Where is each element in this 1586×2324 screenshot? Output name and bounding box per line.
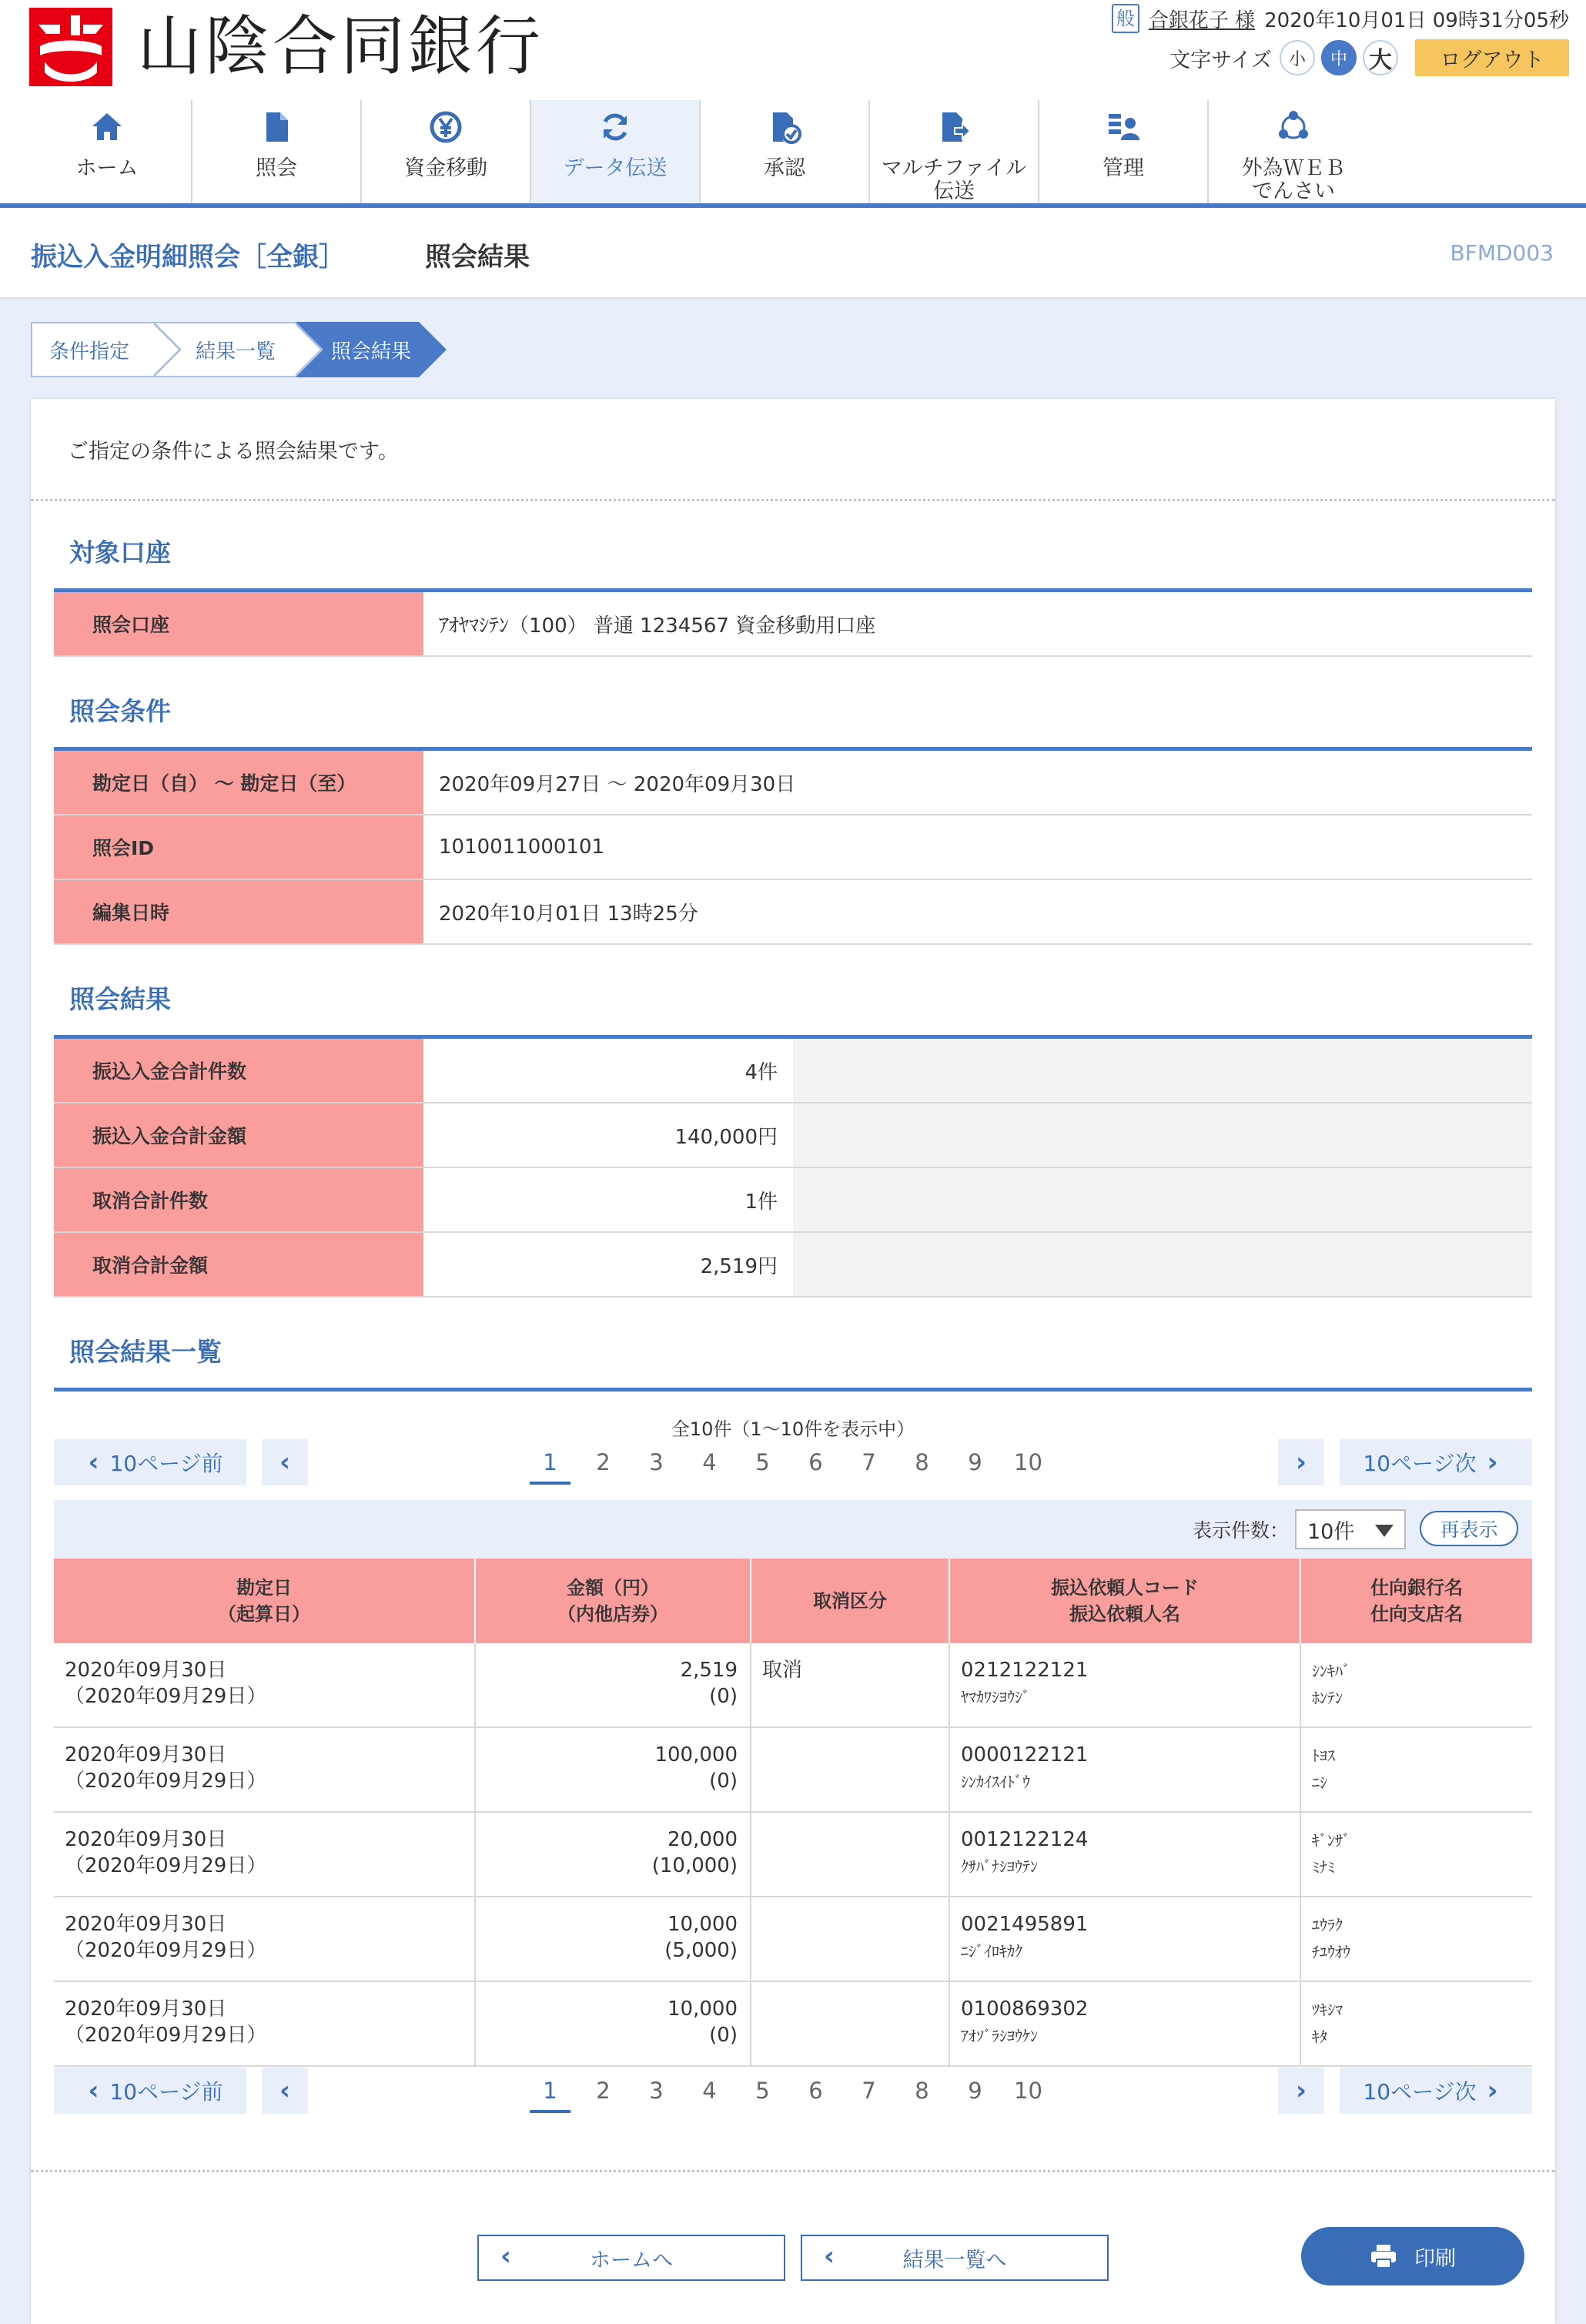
target-account-table xyxy=(54,592,1532,657)
amount: 2,519 xyxy=(680,1659,738,1682)
section-rule xyxy=(54,1388,1532,1391)
pager-bottom xyxy=(54,2068,1532,2115)
cell-amount xyxy=(476,1728,751,1811)
page-number-6[interactable]: 6 xyxy=(808,1449,823,1475)
account-date: 2020年09月30日 xyxy=(65,1913,227,1936)
kv-row xyxy=(54,1103,1532,1168)
header-line1: 仕向銀行名 xyxy=(1370,1577,1463,1599)
amount: 100,000 xyxy=(654,1743,738,1766)
cell-date xyxy=(54,1728,476,1811)
bank-logo-icon xyxy=(29,8,112,86)
page-number-5[interactable]: 5 xyxy=(755,2078,770,2104)
approve-icon xyxy=(765,108,804,146)
nav-label: 外為ＷＥＢ xyxy=(1241,156,1346,180)
chevron-left-icon: ‹ xyxy=(824,2241,835,2272)
header-line2: 仕向支店名 xyxy=(1370,1603,1463,1625)
col-header-requester xyxy=(950,1559,1301,1643)
step-label: 条件指定 xyxy=(49,340,130,363)
nav-item-data-transfer[interactable] xyxy=(531,100,701,203)
page-number-6[interactable]: 6 xyxy=(808,2078,823,2104)
kv-value: 1010011000101 xyxy=(439,836,605,859)
prev-page-button[interactable] xyxy=(262,1439,308,1485)
page-number-5[interactable]: 5 xyxy=(755,1449,770,1475)
bank-name-kana: ｷﾞﾝｻﾞ xyxy=(1312,1831,1350,1850)
home-icon xyxy=(88,108,126,146)
col-header-cancel xyxy=(751,1559,950,1643)
redisplay-button[interactable]: 再表示 xyxy=(1420,1511,1518,1546)
login-datetime: 2020年10月01日 09時31分05秒 xyxy=(1264,8,1569,32)
next-10-pages-button[interactable] xyxy=(1340,1439,1532,1485)
branch-name-kana: ｷﾀ xyxy=(1312,2028,1327,2046)
cell-cancel xyxy=(751,1728,950,1811)
amount: 10,000 xyxy=(668,1998,738,2021)
page-number-3[interactable]: 3 xyxy=(649,2078,664,2104)
page-numbers xyxy=(524,1439,1055,1485)
cell-requester xyxy=(950,1728,1301,1811)
cell-cancel xyxy=(751,1643,950,1726)
next-page-button[interactable] xyxy=(1278,1439,1324,1485)
lead-text: ご指定の条件による照会結果です。 xyxy=(68,440,399,464)
kv-empty xyxy=(793,1103,1532,1167)
cell-amount xyxy=(476,1813,751,1896)
kv-value: 2,519円 xyxy=(700,1254,778,1278)
main-area xyxy=(0,299,1586,2324)
bank-name-kana: ｼﾝｷﾊﾞ xyxy=(1312,1662,1350,1680)
start-date: （2020年09月29日） xyxy=(65,1770,267,1793)
amount: 20,000 xyxy=(668,1828,738,1851)
section-title-conditions: 照会条件 xyxy=(69,696,171,726)
cell-bank xyxy=(1301,1813,1532,1896)
section-title-results: 照会結果 xyxy=(69,984,171,1014)
step-label: 照会結果 xyxy=(331,340,412,363)
account-date: 2020年09月30日 xyxy=(65,1743,227,1766)
bank-name: 山陰合同銀行 xyxy=(137,8,544,84)
cell-cancel xyxy=(751,1897,950,1981)
kv-row xyxy=(54,1233,1532,1298)
admin-icon xyxy=(1104,108,1143,146)
branch-name-kana: ﾆｼ xyxy=(1312,1773,1327,1792)
page-number-7[interactable]: 7 xyxy=(862,1449,876,1475)
prev-10-pages-button[interactable] xyxy=(54,2068,246,2114)
page-title: 振込入金明細照会［全銀］ xyxy=(31,242,345,273)
table-row xyxy=(54,1897,1532,1982)
cell-date xyxy=(54,1813,476,1896)
kv-label: 振込入金合計件数 xyxy=(54,1039,423,1102)
branch-name-kana: ﾐﾅﾐ xyxy=(1312,1858,1335,1877)
cell-cancel xyxy=(751,1813,950,1896)
refresh-icon xyxy=(596,108,634,146)
cell-requester xyxy=(950,1643,1301,1726)
kv-label: 取消合計金額 xyxy=(54,1233,423,1296)
button-label: 印刷 xyxy=(1414,2246,1456,2271)
pager-label: 10ページ前 xyxy=(109,2079,223,2105)
requester-code: 0012122124 xyxy=(961,1828,1089,1851)
header-line2: 振込依頼人名 xyxy=(1069,1603,1180,1625)
account-date: 2020年09月30日 xyxy=(65,1659,227,1682)
nav-item-approval[interactable] xyxy=(701,100,870,203)
header-line1: 振込依頼人コード xyxy=(1051,1577,1199,1599)
screen-id: BFMD003 xyxy=(1450,240,1554,266)
user-name-link[interactable]: 合銀花子 様 xyxy=(1148,8,1256,32)
header-line1: 取消区分 xyxy=(813,1590,887,1612)
table-row xyxy=(54,1643,1532,1728)
chevron-right-icon: › xyxy=(1487,2075,1498,2106)
kv-empty xyxy=(793,1039,1532,1102)
divider xyxy=(31,2170,1555,2172)
cell-date xyxy=(54,1897,476,1981)
font-size-medium-button[interactable]: 中 xyxy=(1321,40,1357,75)
header-line2: （起算日） xyxy=(218,1603,310,1625)
page-number-2[interactable]: 2 xyxy=(596,2078,611,2104)
kv-label: 編集日時 xyxy=(54,880,423,943)
table-row xyxy=(54,1982,1532,2067)
nav-label: ホーム xyxy=(75,156,139,180)
start-date: （2020年09月29日） xyxy=(65,1685,267,1708)
font-size-control xyxy=(1169,37,1569,79)
step-condition xyxy=(31,322,154,377)
requester-code: 0021495891 xyxy=(961,1913,1089,1936)
requester-code: 0212122121 xyxy=(961,1659,1089,1682)
section-title-result-list: 照会結果一覧 xyxy=(69,1337,222,1367)
pager-top xyxy=(54,1439,1532,1487)
nav-label: マルチファイル xyxy=(881,156,1027,180)
display-count-label: 表示件数： xyxy=(1192,1519,1289,1542)
requester-name: ｼﾝｶｲｽｲﾄﾞｳ xyxy=(961,1773,1030,1791)
logout-button[interactable]: ログアウト xyxy=(1415,39,1569,76)
page-number-4[interactable]: 4 xyxy=(702,1449,717,1475)
nav-label: 照会 xyxy=(256,156,297,180)
nav-item-fund-transfer[interactable] xyxy=(362,100,531,203)
pager-label: 10ページ前 xyxy=(109,1451,223,1476)
network-icon xyxy=(1274,108,1313,146)
kv-row xyxy=(54,592,1532,657)
cell-amount xyxy=(476,1643,751,1726)
pager-label: 10ページ次 xyxy=(1363,2079,1477,2105)
other-bank-amount: (0) xyxy=(709,2024,738,2047)
button-label: ホームへ xyxy=(590,2248,673,2272)
nav-label-line2: でんさい xyxy=(1252,179,1335,203)
display-count-select[interactable] xyxy=(1295,1509,1406,1549)
file-send-icon xyxy=(935,108,973,146)
page-number-8[interactable]: 8 xyxy=(915,2078,929,2104)
chevron-left-icon: ‹ xyxy=(279,1447,290,1478)
cell-date xyxy=(54,1643,476,1726)
other-bank-amount: (10,000) xyxy=(651,1854,738,1877)
cell-amount xyxy=(476,1897,751,1981)
start-date: （2020年09月29日） xyxy=(65,2024,267,2047)
page-numbers xyxy=(524,2068,1055,2114)
cell-bank xyxy=(1301,1643,1532,1726)
account-date: 2020年09月30日 xyxy=(65,1998,227,2021)
kv-value: 2020年09月27日 ～ 2020年09月30日 xyxy=(439,772,796,796)
account-date: 2020年09月30日 xyxy=(65,1828,227,1851)
start-date: （2020年09月29日） xyxy=(65,1939,267,1962)
col-header-amount xyxy=(476,1559,751,1643)
kv-row xyxy=(54,751,1532,815)
kv-row xyxy=(54,1039,1532,1103)
divider xyxy=(31,499,1555,501)
header-line1: 金額（円） xyxy=(567,1577,659,1599)
page-number-3[interactable]: 3 xyxy=(649,1449,664,1475)
page-number-9[interactable]: 9 xyxy=(968,2078,982,2104)
requester-name: ｱｵｿﾞﾗｼﾖｳｹﾝ xyxy=(961,2027,1038,2045)
cell-requester xyxy=(950,1897,1301,1981)
branch-name-kana: ﾁﾕｳｵｳ xyxy=(1312,1943,1350,1961)
prev-page-button[interactable] xyxy=(262,2068,308,2114)
kv-row xyxy=(54,815,1532,880)
cell-bank xyxy=(1301,1728,1532,1811)
amount: 10,000 xyxy=(668,1913,738,1936)
requester-name: ｸｻﾊﾞﾅｼﾖｳﾃﾝ xyxy=(961,1857,1038,1876)
display-count-value: 10件 xyxy=(1307,1519,1355,1544)
page-number-8[interactable]: 8 xyxy=(915,1449,929,1475)
page-title-bar xyxy=(0,213,1586,299)
kv-value: ｱｵﾔﾏｼﾃﾝ（100） 普通 1234567 資金移動用口座 xyxy=(439,614,876,638)
result-count: 全10件（1～10件を表示中） xyxy=(671,1418,915,1440)
page-number-10[interactable]: 10 xyxy=(1014,2078,1042,2104)
col-header-date xyxy=(54,1559,476,1643)
chevron-left-icon: ‹ xyxy=(500,2241,512,2272)
nav-item-home[interactable] xyxy=(23,100,192,203)
display-count-bar xyxy=(54,1500,1532,1559)
page-number-4[interactable]: 4 xyxy=(702,2078,717,2104)
bank-name-kana: ﾕｳﾗｸ xyxy=(1312,1916,1343,1934)
header xyxy=(0,0,1586,100)
printer-icon xyxy=(1370,2242,1397,2270)
chevron-left-icon: ‹ xyxy=(279,2075,290,2106)
page-number-2[interactable]: 2 xyxy=(596,1449,611,1475)
other-bank-amount: (0) xyxy=(709,1770,738,1793)
nav-label: 承認 xyxy=(764,156,805,180)
page-number-9[interactable]: 9 xyxy=(968,1449,982,1475)
start-date: （2020年09月29日） xyxy=(65,1854,267,1877)
nav-label: 資金移動 xyxy=(404,156,487,180)
font-size-label: 文字サイズ xyxy=(1169,48,1272,72)
kv-value: 140,000円 xyxy=(674,1125,778,1149)
yen-exchange-icon xyxy=(427,108,465,146)
header-line1: 勘定日 xyxy=(236,1577,292,1599)
cell-amount xyxy=(476,1982,751,2065)
font-size-large-button[interactable]: 大 xyxy=(1363,40,1398,75)
chevron-left-icon: ‹ xyxy=(88,1447,99,1478)
other-bank-amount: (0) xyxy=(709,1685,738,1708)
next-page-button[interactable] xyxy=(1278,2068,1324,2114)
font-size-small-button[interactable]: 小 xyxy=(1280,40,1315,75)
nav-item-forex-densai[interactable] xyxy=(1209,100,1378,203)
content-card xyxy=(31,399,1555,2324)
cell-bank xyxy=(1301,1897,1532,1981)
nav-item-inquiry[interactable] xyxy=(192,100,362,203)
cell-requester xyxy=(950,1813,1301,1896)
user-type-badge: 般 xyxy=(1112,4,1139,33)
step-breadcrumb xyxy=(31,322,419,377)
cell-bank xyxy=(1301,1982,1532,2065)
branch-name-kana: ﾎﾝﾃﾝ xyxy=(1312,1689,1343,1707)
cancel-flag: 取消 xyxy=(762,1659,803,1682)
next-10-pages-button[interactable] xyxy=(1340,2068,1532,2114)
table-header xyxy=(54,1559,1532,1643)
result-table xyxy=(54,1559,1532,2067)
kv-row xyxy=(54,1168,1532,1233)
nav-label: 管理 xyxy=(1103,156,1144,180)
cell-date xyxy=(54,1982,476,2065)
global-nav xyxy=(0,100,1586,208)
page-number-10[interactable]: 10 xyxy=(1014,1449,1042,1475)
kv-value: 1件 xyxy=(744,1190,778,1214)
table-row xyxy=(54,1728,1532,1813)
step-label: 結果一覧 xyxy=(196,340,276,363)
header-line2: （内他店券） xyxy=(557,1603,668,1625)
results-summary-table xyxy=(54,1039,1532,1298)
kv-label: 取消合計件数 xyxy=(54,1168,423,1231)
chevron-right-icon: › xyxy=(1295,1447,1307,1478)
kv-label: 振込入金合計金額 xyxy=(54,1103,423,1167)
home-button[interactable] xyxy=(477,2235,785,2281)
kv-label: 照会口座 xyxy=(54,592,423,655)
nav-label-line2: 伝送 xyxy=(933,179,975,203)
other-bank-amount: (5,000) xyxy=(664,1939,738,1962)
user-info xyxy=(1112,3,1569,34)
section-title-target-account: 対象口座 xyxy=(69,537,171,568)
requester-code: 0000122121 xyxy=(961,1743,1089,1766)
kv-label: 照会ID xyxy=(54,815,423,879)
nav-item-admin[interactable] xyxy=(1039,100,1209,203)
kv-empty xyxy=(793,1233,1532,1296)
cell-requester xyxy=(950,1982,1301,2065)
requester-code: 0100869302 xyxy=(961,1998,1089,2021)
table-row xyxy=(54,1813,1532,1897)
page-subtitle: 照会結果 xyxy=(425,242,530,273)
cell-cancel xyxy=(751,1982,950,2065)
nav-label: データ伝送 xyxy=(563,156,668,180)
pager-label: 10ページ次 xyxy=(1363,1451,1477,1476)
print-button[interactable] xyxy=(1301,2227,1524,2285)
requester-name: ﾔﾏｶﾜｼﾖｳｼﾞ xyxy=(961,1688,1030,1706)
chevron-left-icon: ‹ xyxy=(88,2075,99,2106)
requester-name: ﾆｼﾞｲﾛｷｶｸ xyxy=(961,1942,1022,1961)
page-number-1[interactable]: 1 xyxy=(524,1449,577,1475)
chevron-right-icon: › xyxy=(1295,2075,1307,2106)
bank-name-kana: ﾄﾖｽ xyxy=(1312,1746,1335,1765)
kv-row xyxy=(54,880,1532,945)
page-number-7[interactable]: 7 xyxy=(862,2078,876,2104)
nav-item-multi-file[interactable] xyxy=(870,100,1039,203)
back-to-list-button[interactable] xyxy=(801,2235,1109,2281)
dropdown-arrow-icon xyxy=(1375,1525,1394,1537)
button-label: 結果一覧へ xyxy=(902,2248,1007,2272)
prev-10-pages-button[interactable] xyxy=(54,1439,246,1485)
conditions-table xyxy=(54,751,1532,945)
kv-label: 勘定日（自） ～ 勘定日（至） xyxy=(54,751,423,814)
bank-name-kana: ﾂｷｼﾏ xyxy=(1312,2001,1343,2019)
page-number-1[interactable]: 1 xyxy=(524,2078,577,2104)
col-header-bank xyxy=(1301,1559,1532,1643)
document-icon xyxy=(257,108,296,146)
chevron-right-icon: › xyxy=(1487,1447,1498,1478)
kv-value: 2020年10月01日 13時25分 xyxy=(439,902,698,926)
kv-value: 4件 xyxy=(744,1060,778,1084)
kv-empty xyxy=(793,1168,1532,1231)
